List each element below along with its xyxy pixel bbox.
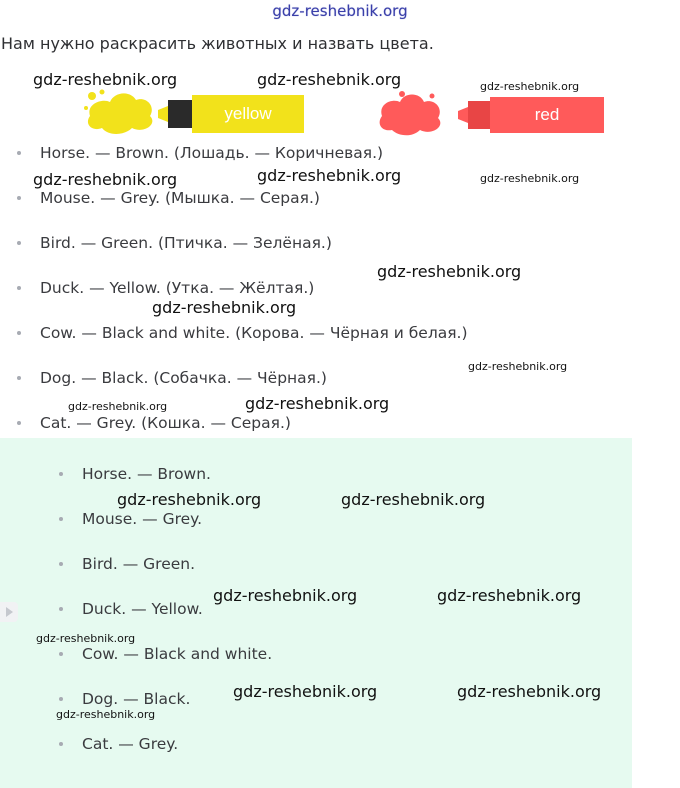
- bullet-icon: [59, 697, 63, 701]
- play-button-icon[interactable]: [0, 602, 18, 622]
- bullet-icon: [59, 472, 63, 476]
- red-marker-tip-icon: [458, 96, 492, 134]
- red-splash-icon: [374, 88, 448, 138]
- bullet-icon: [17, 286, 21, 290]
- watermark: gdz-reshebnik.org: [257, 166, 402, 185]
- watermark: gdz-reshebnik.org: [437, 586, 582, 605]
- yellow-splash-icon: [80, 86, 160, 136]
- bullet-icon: [17, 376, 21, 380]
- yellow-marker-label: yellow: [192, 95, 304, 133]
- bullet-icon: [59, 607, 63, 611]
- intro-text: Нам нужно раскрасить животных и назвать цвета.: [1, 34, 434, 53]
- watermark: gdz-reshebnik.org: [117, 490, 262, 509]
- watermark: gdz-reshebnik.org: [468, 360, 568, 373]
- bullet-icon: [17, 241, 21, 245]
- site-header-link[interactable]: gdz-reshebnik.org: [272, 2, 408, 20]
- bullet-icon: [59, 517, 63, 521]
- watermark: gdz-reshebnik.org: [33, 170, 178, 189]
- bullet-icon: [17, 421, 21, 425]
- watermark: gdz-reshebnik.org: [56, 708, 156, 721]
- bullet-icon: [59, 742, 63, 746]
- watermark: gdz-reshebnik.org: [68, 400, 168, 413]
- watermark: gdz-reshebnik.org: [33, 70, 178, 89]
- bullet-icon: [17, 196, 21, 200]
- yellow-marker-tip-icon: [158, 94, 194, 134]
- watermark: gdz-reshebnik.org: [457, 682, 602, 701]
- watermark: gdz-reshebnik.org: [233, 682, 378, 701]
- bullet-icon: [17, 151, 21, 155]
- watermark: gdz-reshebnik.org: [152, 298, 297, 317]
- watermark: gdz-reshebnik.org: [341, 490, 486, 509]
- bullet-icon: [59, 562, 63, 566]
- watermark: gdz-reshebnik.org: [245, 394, 390, 413]
- short-answer-list: Horse. — Brown. Mouse. — Grey. Bird. — Green. Duck. — Yellow. Cow. — Black and white. Dog. — Black. Cat. — Grey.: [59, 464, 599, 754]
- red-marker-label: red: [490, 97, 604, 133]
- watermark: gdz-reshebnik.org: [480, 80, 580, 93]
- watermark: gdz-reshebnik.org: [36, 632, 136, 645]
- bullet-icon: [17, 331, 21, 335]
- bullet-icon: [59, 652, 63, 656]
- watermark: gdz-reshebnik.org: [377, 262, 522, 281]
- watermark: gdz-reshebnik.org: [257, 70, 402, 89]
- full-answer-list: Horse. — Brown. (Лошадь. — Коричневая.) Mouse. — Grey. (Мышка. — Серая.) Bird. — Green. (Птичка. — Зелёная.) Duck. — Yellow. (Утка. — Жёлтая.) Cow. — Black and white. (Корова. — Чёрная и белая.) Dog. — Black. (Собачка. — Чёрная.) Cat. — Grey. (Кошка. — Серая.): [17, 143, 617, 433]
- watermark: gdz-reshebnik.org: [213, 586, 358, 605]
- watermark: gdz-reshebnik.org: [480, 172, 580, 185]
